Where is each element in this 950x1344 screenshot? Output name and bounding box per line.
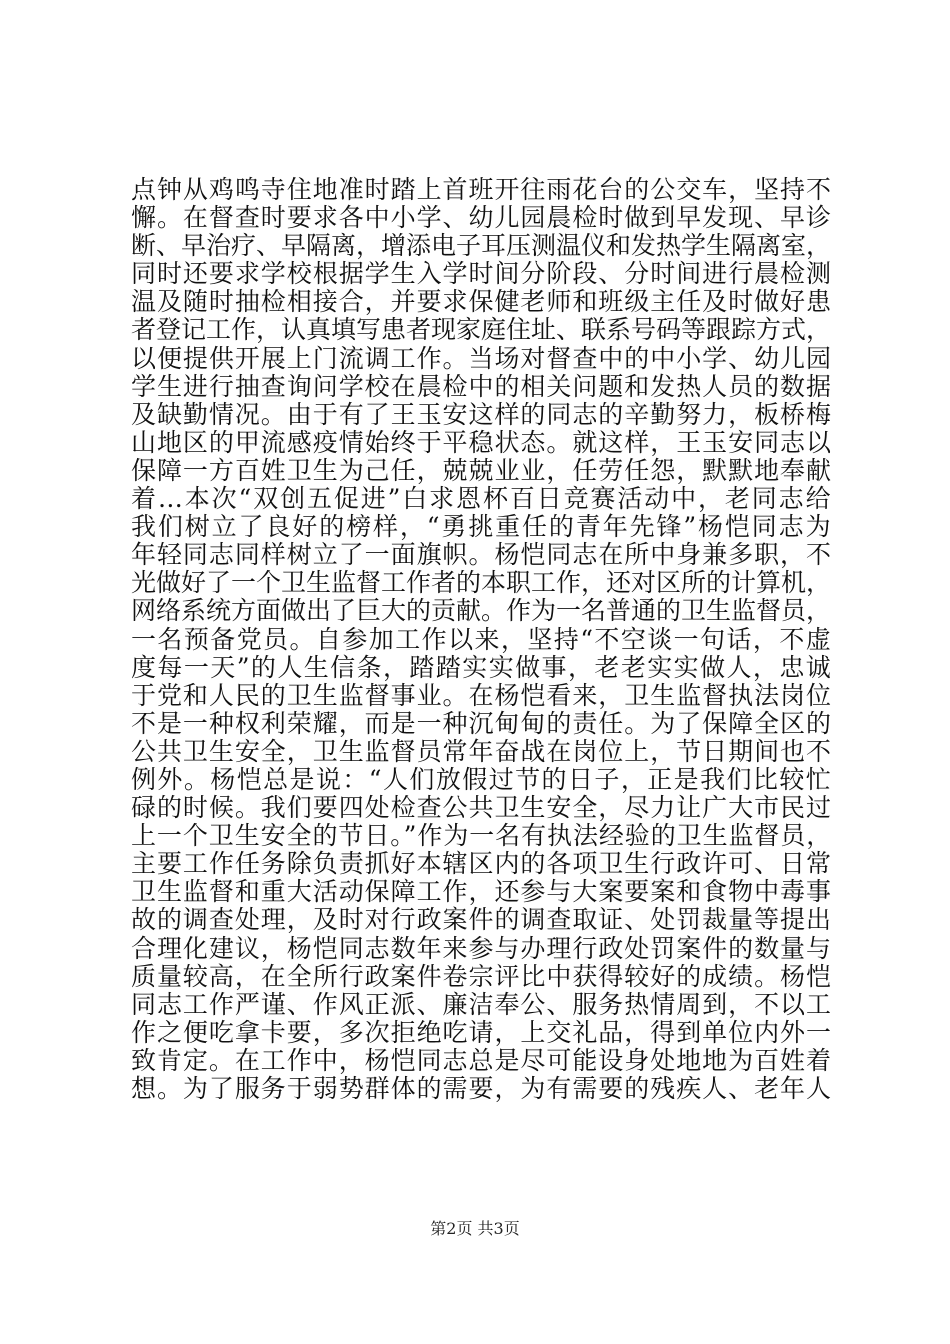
body-text (131, 176, 831, 1103)
text-line: 点钟从鸡鸣寺住地准时踏上首班开往雨花台的公交车，坚持不 (131, 175, 832, 204)
text-line: 以便提供开展上门流调工作。当场对督查中的中小学、幼儿园 (131, 343, 832, 373)
text-line: 着…本次“双创五促进”白求恩杯百日竞赛活动中，老同志给 (131, 484, 833, 514)
text-line: 学生进行抽查询问学校在晨检中的相关问题和发热人员的数据 (131, 371, 832, 401)
text-line: 作之便吃拿卡要，多次拒绝吃请，上交礼品，得到单位内外一 (131, 1017, 832, 1047)
text-line: 质量较高，在全所行政案件卷宗评比中获得较好的成绩。杨恺 (131, 961, 832, 991)
text-line: 上一个卫生安全的节日。”作为一名有执法经验的卫生监督员， (131, 821, 833, 851)
text-line: 断、早治疗、早隔离，增添电子耳压测温仪和发热学生隔离室， (131, 231, 832, 261)
text-line: 公共卫生安全，卫生监督员常年奋战在岗位上，节日期间也不 (131, 736, 832, 766)
text-line: 故的调查处理，及时对行政案件的调查取证、处罚裁量等提出 (131, 905, 832, 935)
text-line: 及缺勤情况。由于有了王玉安这样的同志的辛勤努力，板桥梅 (131, 399, 832, 429)
text-line: 者登记工作，认真填写患者现家庭住址、联系号码等跟踪方式， (131, 315, 832, 345)
text-line: 一名预备党员。自参加工作以来，坚持“不空谈一句话，不虚 (131, 624, 833, 654)
text-line: 温及随时抽检相接合，并要求保健老师和班级主任及时做好患 (131, 287, 832, 317)
text-line: 网络系统方面做出了巨大的贡献。作为一名普通的卫生监督员， (131, 596, 832, 626)
text-line: 同志工作严谨、作风正派、廉洁奉公、服务热情周到，不以工 (131, 989, 832, 1019)
text-line: 保障一方百姓卫生为己任，兢兢业业，任劳任怨，默默地奉献 (131, 455, 832, 485)
text-line: 卫生监督和重大活动保障工作，还参与大案要案和食物中毒事 (131, 877, 832, 907)
text-line: 碌的时候。我们要四处检查公共卫生安全，尽力让广大市民过 (131, 793, 832, 823)
text-line: 于党和人民的卫生监督事业。在杨恺看来，卫生监督执法岗位 (131, 680, 832, 710)
page-number-footer: 第2页 共3页 (430, 1219, 520, 1238)
text-line: 懈。在督查时要求各中小学、幼儿园晨检时做到早发现、早诊 (131, 203, 832, 233)
text-line: 不是一种权利荣耀，而是一种沉甸甸的责任。为了保障全区的 (131, 708, 832, 738)
text-line: 度每一天”的人生信条，踏踏实实做事，老老实实做人，忠诚 (131, 652, 833, 682)
text-line: 例外。杨恺总是说：“人们放假过节的日子，正是我们比较忙 (131, 764, 833, 794)
text-line: 山地区的甲流感疫情始终于平稳状态。就这样，王玉安同志以 (131, 427, 832, 457)
text-line: 年轻同志同样树立了一面旗帜。杨恺同志在所中身兼多职，不 (131, 540, 832, 570)
text-line: 光做好了一个卫生监督工作者的本职工作，还对区所的计算机， (131, 568, 832, 598)
text-line: 同时还要求学校根据学生入学时间分阶段、分时间进行晨检测 (131, 259, 832, 289)
text-line: 主要工作任务除负责抓好本辖区内的各项卫生行政许可、日常 (131, 849, 832, 879)
text-line: 想。为了服务于弱势群体的需要，为有需要的残疾人、老年人 (131, 1074, 832, 1103)
text-line: 我们树立了良好的榜样，“勇挑重任的青年先锋”杨恺同志为 (131, 512, 833, 542)
text-line: 致肯定。在工作中，杨恺同志总是尽可能设身处地地为百姓着 (131, 1045, 832, 1075)
text-line: 合理化建议，杨恺同志数年来参与办理行政处罚案件的数量与 (131, 933, 832, 963)
